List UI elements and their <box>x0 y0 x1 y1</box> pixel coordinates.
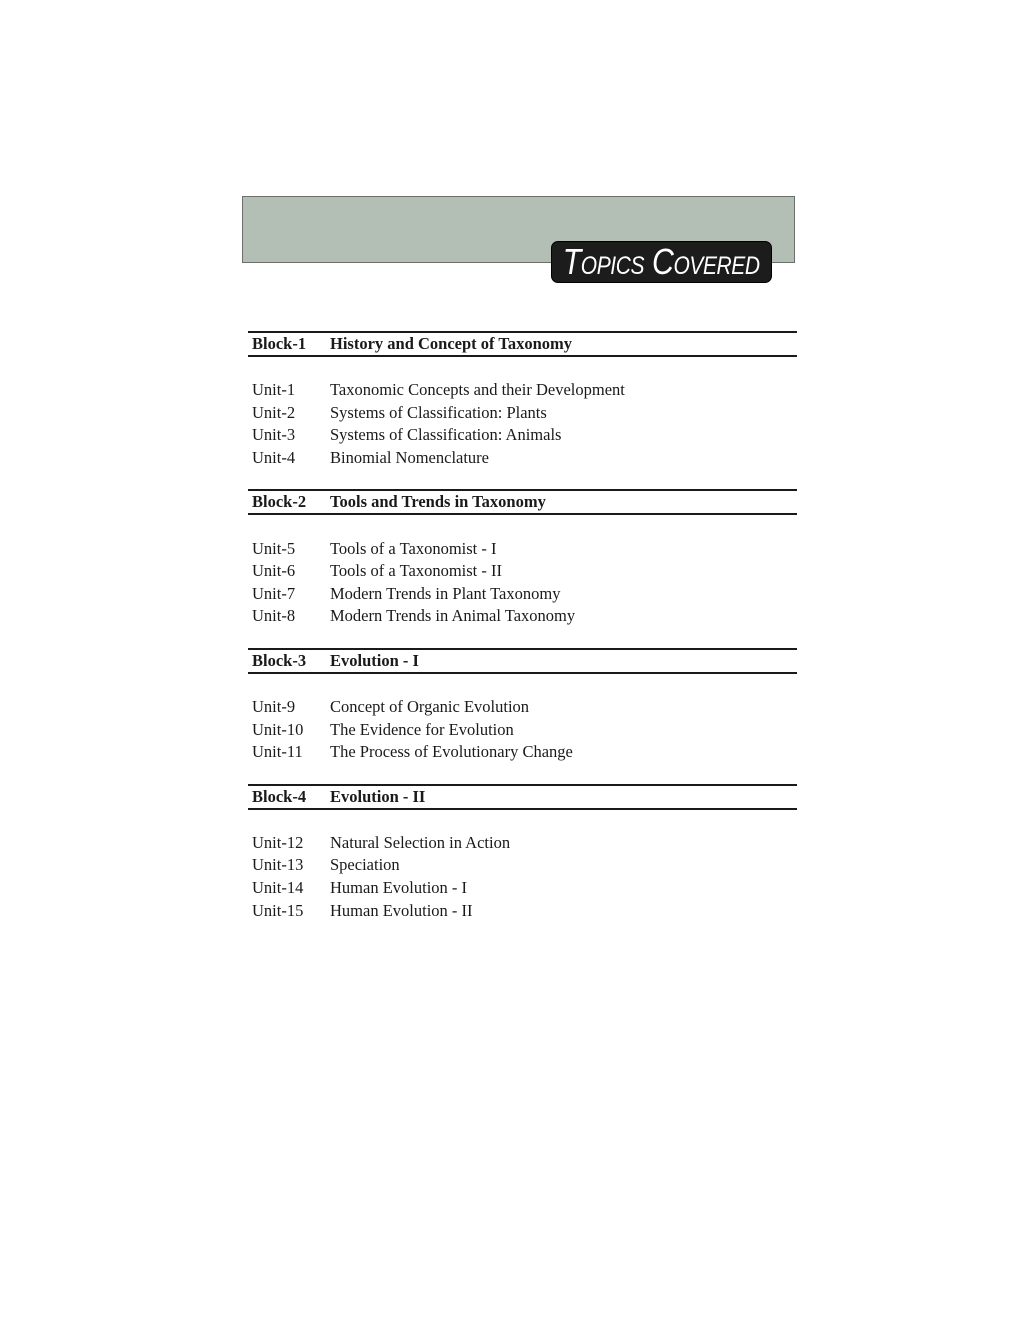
unit-row <box>248 718 797 741</box>
unit-row <box>248 741 797 764</box>
block-heading <box>248 648 797 674</box>
block-4 <box>248 784 797 922</box>
unit-number: Unit-6 <box>252 561 296 581</box>
unit-number: Unit-10 <box>252 719 304 739</box>
unit-number: Unit-5 <box>252 538 296 558</box>
unit-title: Binomial Nomenclature <box>330 448 489 468</box>
unit-row <box>248 854 797 877</box>
unit-number: Unit-2 <box>252 402 296 422</box>
unit-row <box>248 832 797 855</box>
unit-number: Unit-13 <box>252 855 304 875</box>
block-title: Evolution - II <box>330 786 426 806</box>
unit-number: Unit-9 <box>252 697 296 717</box>
block-title: History and Concept of Taxonomy <box>330 334 573 353</box>
unit-title: The Process of Evolutionary Change <box>330 742 573 762</box>
unit-list <box>248 696 797 764</box>
topics-list <box>248 331 797 942</box>
unit-number: Unit-12 <box>252 832 304 852</box>
unit-row <box>248 583 797 606</box>
unit-row <box>248 537 797 560</box>
unit-title: Speciation <box>330 855 400 875</box>
unit-row <box>248 560 797 583</box>
title-tab <box>551 241 772 283</box>
unit-row <box>248 696 797 719</box>
unit-title: Taxonomic Concepts and their Development <box>330 380 625 400</box>
block-number: Block-3 <box>252 650 307 670</box>
block-number: Block-2 <box>252 492 307 512</box>
block-heading <box>248 489 797 515</box>
unit-list <box>248 537 797 627</box>
page-title: Topics Covered <box>563 241 760 282</box>
unit-number: Unit-7 <box>252 583 296 603</box>
unit-title: Systems of Classification: Plants <box>330 402 547 422</box>
unit-title: Modern Trends in Plant Taxonomy <box>330 583 561 603</box>
unit-title: The Evidence for Evolution <box>330 719 514 739</box>
unit-number: Unit-1 <box>252 380 296 400</box>
unit-number: Unit-11 <box>252 742 303 762</box>
unit-row <box>248 605 797 628</box>
unit-row <box>248 402 797 425</box>
block-title: Tools and Trends in Taxonomy <box>330 492 546 512</box>
block-number: Block-1 <box>252 334 307 353</box>
unit-number: Unit-15 <box>252 900 304 920</box>
unit-title: Tools of a Taxonomist - I <box>330 538 497 558</box>
unit-list <box>248 379 797 469</box>
unit-number: Unit-8 <box>252 606 296 626</box>
unit-list <box>248 832 797 922</box>
unit-number: Unit-14 <box>252 878 304 898</box>
unit-title: Human Evolution - II <box>330 900 473 920</box>
block-1 <box>248 331 797 469</box>
unit-row <box>248 447 797 470</box>
unit-title: Tools of a Taxonomist - II <box>330 561 502 581</box>
block-heading <box>248 784 797 810</box>
block-title: Evolution - I <box>330 650 419 670</box>
unit-number: Unit-4 <box>252 448 296 468</box>
unit-title: Systems of Classification: Animals <box>330 425 562 445</box>
block-3 <box>248 648 797 764</box>
unit-row <box>248 379 797 402</box>
unit-number: Unit-3 <box>252 425 296 445</box>
unit-row <box>248 424 797 447</box>
unit-title: Modern Trends in Animal Taxonomy <box>330 606 576 626</box>
unit-title: Natural Selection in Action <box>330 832 511 852</box>
unit-title: Concept of Organic Evolution <box>330 697 530 717</box>
block-heading <box>248 331 797 357</box>
block-number: Block-4 <box>252 786 307 806</box>
unit-row <box>248 877 797 900</box>
block-2 <box>248 489 797 627</box>
unit-title: Human Evolution - I <box>330 878 468 898</box>
unit-row <box>248 899 797 922</box>
